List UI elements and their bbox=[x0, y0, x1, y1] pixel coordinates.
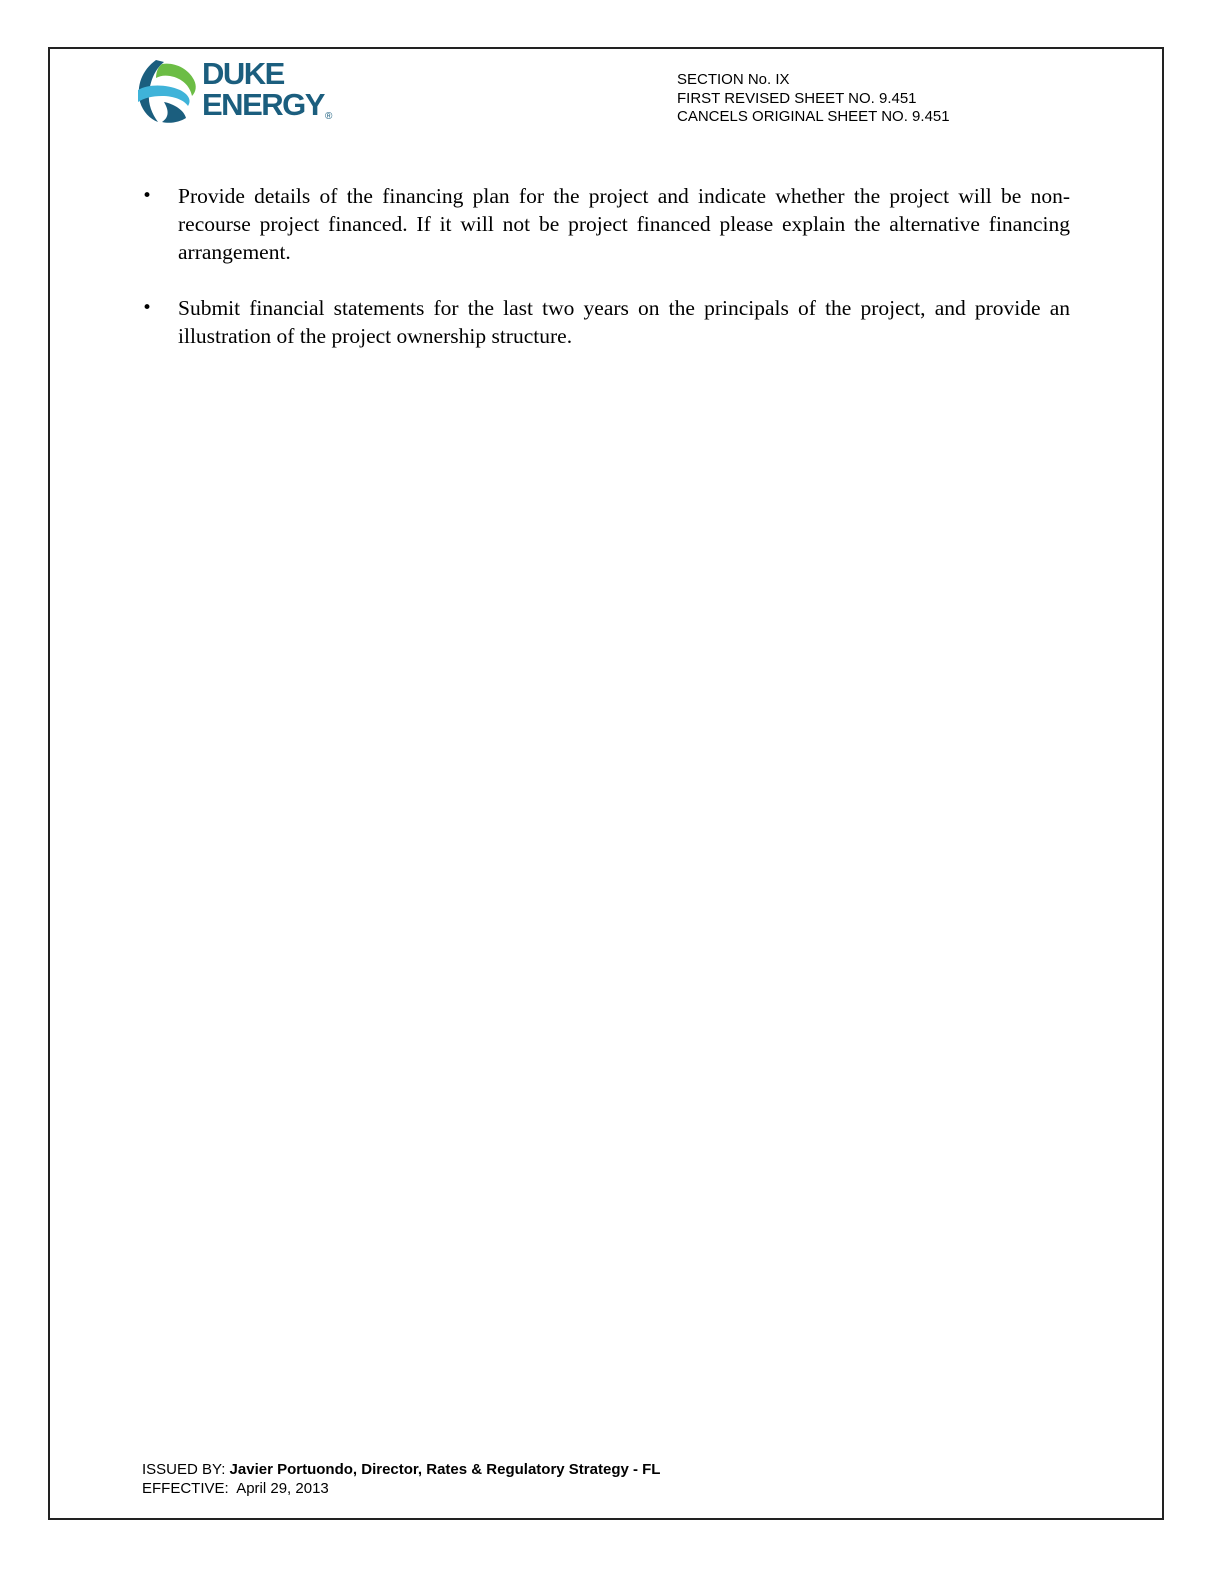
duke-energy-swirl-icon bbox=[134, 56, 200, 126]
bullet-text: Submit financial statements for the last two years on the principals of the project, and provide an illustration of the project ownership structure. bbox=[178, 296, 1070, 348]
logo-word-duke: DUKE bbox=[202, 56, 284, 91]
list-item bbox=[140, 182, 1070, 266]
requirements-list bbox=[140, 182, 1070, 378]
sheet-header bbox=[677, 71, 950, 127]
revised-sheet-number: FIRST REVISED SHEET NO. 9.451 bbox=[677, 89, 917, 107]
footer bbox=[142, 1460, 660, 1498]
issued-by-label: ISSUED BY: bbox=[142, 1461, 230, 1478]
bullet-icon: • bbox=[142, 298, 153, 318]
registered-mark: ® bbox=[325, 111, 333, 122]
bullet-text: Provide details of the financing plan for the project and indicate whether the project will be non-recourse project financed. If it will not be project financed please explain the alternative financing arrangement. bbox=[178, 184, 1070, 264]
effective-line bbox=[142, 1479, 660, 1498]
list-item bbox=[140, 294, 1070, 350]
effective-label: EFFECTIVE: bbox=[142, 1480, 237, 1497]
effective-date: April 29, 2013 bbox=[236, 1480, 329, 1497]
duke-energy-logo bbox=[134, 56, 344, 128]
logo-word-energy: ENERGY bbox=[202, 87, 324, 122]
issued-by-value: Javier Portuondo, Director, Rates & Regulatory Strategy - FL bbox=[229, 1461, 661, 1478]
issued-by-line bbox=[142, 1460, 660, 1479]
logo-wordmark bbox=[202, 58, 324, 120]
bullet-icon: • bbox=[142, 186, 153, 206]
section-number: SECTION No. IX bbox=[677, 71, 790, 88]
cancels-sheet-number: CANCELS ORIGINAL SHEET NO. 9.451 bbox=[677, 108, 950, 125]
